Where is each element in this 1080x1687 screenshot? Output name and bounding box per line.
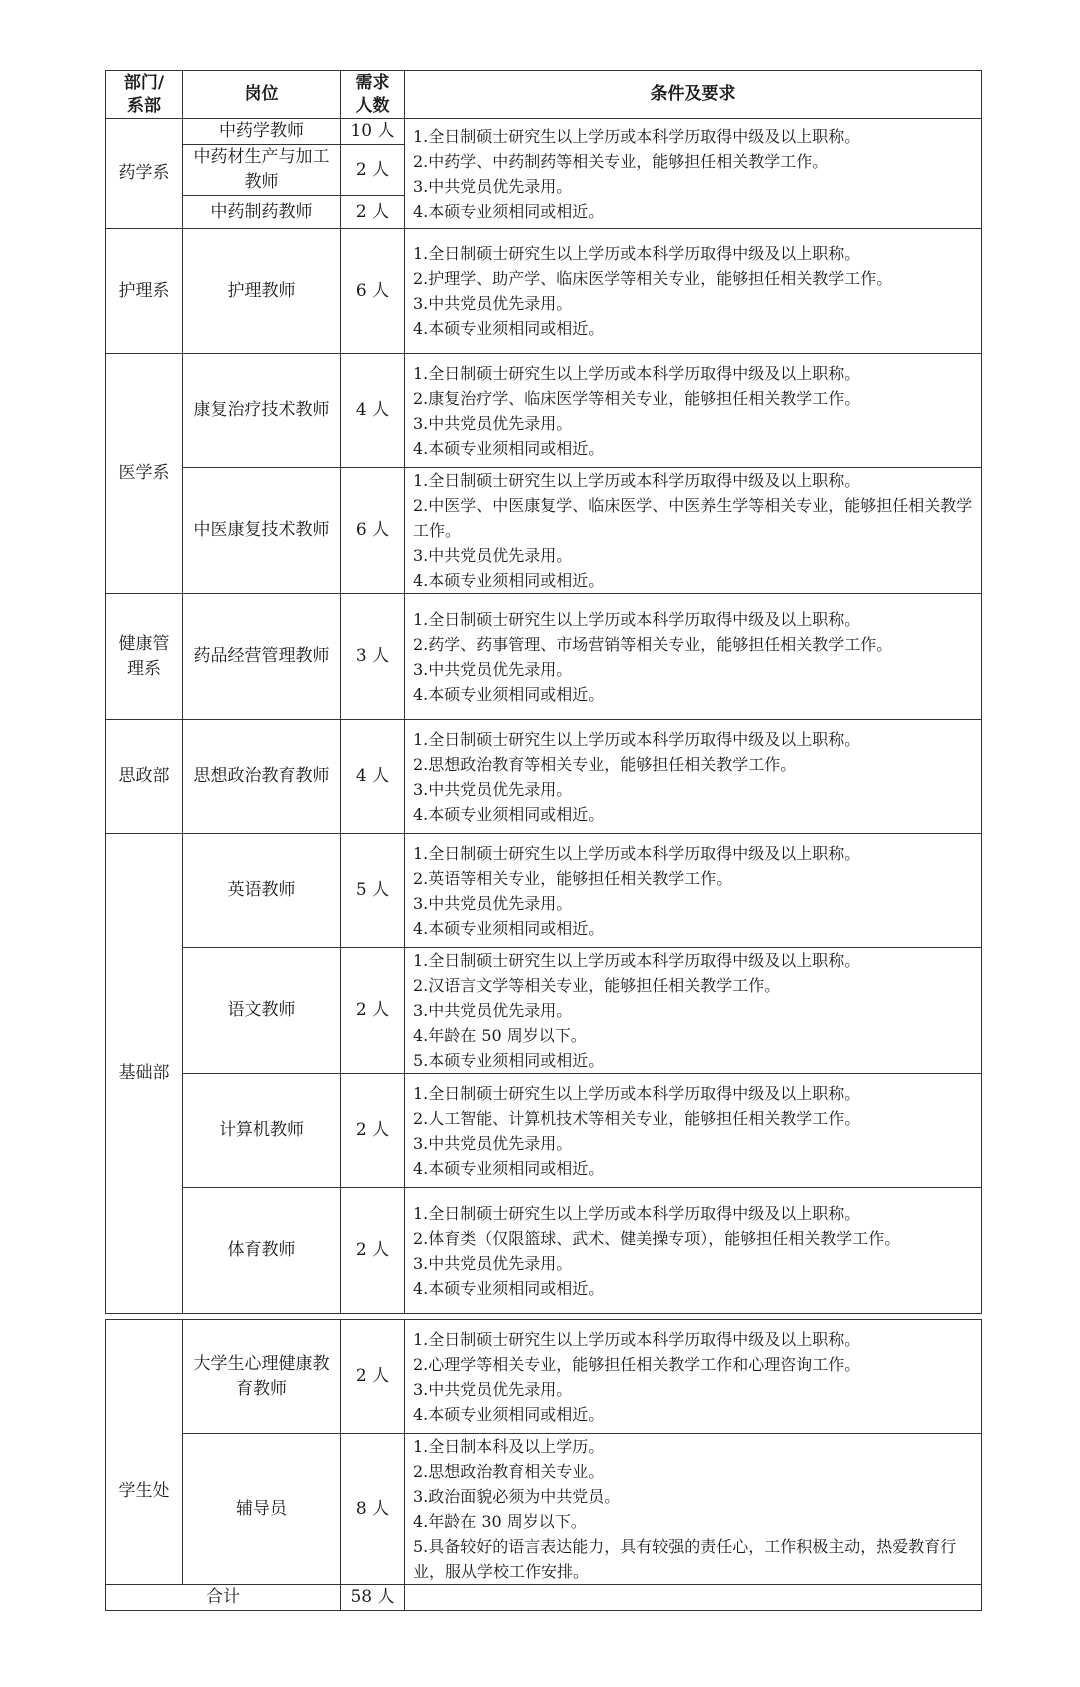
dept-cell: 护理系	[106, 229, 183, 354]
requirement-line: 2.中医学、中医康复学、临床医学、中医养生学等相关专业，能够担任相关教学工作。	[413, 496, 973, 540]
requirement-line: 3.中共党员优先录用。	[413, 779, 573, 799]
count-cell: 5 人	[341, 834, 405, 948]
header-dept: 部门/系部	[106, 71, 183, 119]
count-cell: 3 人	[341, 594, 405, 720]
post-cell: 英语教师	[183, 834, 341, 948]
total-row	[106, 1585, 982, 1611]
table-row	[106, 1320, 982, 1434]
requirement-line: 2.英语等相关专业，能够担任相关教学工作。	[413, 868, 733, 888]
requirement-line: 1.全日制硕士研究生以上学历或本科学历取得中级及以上职称。	[413, 126, 861, 146]
requirements-cell	[405, 594, 982, 720]
requirements-cell	[405, 1188, 982, 1314]
count-cell: 2 人	[341, 196, 405, 229]
requirements-cell	[405, 1434, 982, 1585]
requirement-line: 3.中共党员优先录用。	[413, 1379, 573, 1399]
requirement-line: 1.全日制硕士研究生以上学历或本科学历取得中级及以上职称。	[413, 471, 861, 490]
table-row	[106, 468, 982, 594]
count-cell: 4 人	[341, 354, 405, 468]
requirement-line: 2.心理学等相关专业，能够担任相关教学工作和心理咨询工作。	[413, 1354, 861, 1374]
requirement-line: 1.全日制硕士研究生以上学历或本科学历取得中级及以上职称。	[413, 1203, 861, 1223]
requirement-line: 1.全日制硕士研究生以上学历或本科学历取得中级及以上职称。	[413, 244, 861, 263]
post-cell: 药品经营管理教师	[183, 594, 341, 720]
post-cell: 中药材生产与加工教师	[183, 145, 341, 196]
requirement-line: 3.中共党员优先录用。	[413, 413, 573, 433]
requirement-line: 4.年龄在 50 周岁以下。	[413, 1026, 587, 1045]
count-cell: 8 人	[341, 1434, 405, 1585]
requirement-line: 1.全日制硕士研究生以上学历或本科学历取得中级及以上职称。	[413, 1329, 861, 1349]
header-count: 需求人数	[341, 71, 405, 119]
requirement-line: 2.中药学、中药制药等相关专业，能够担任相关教学工作。	[413, 151, 829, 171]
requirement-line: 2.体育类（仅限篮球、武术、健美操专项），能够担任相关教学工作。	[413, 1228, 901, 1248]
count-cell: 2 人	[341, 1320, 405, 1434]
requirement-line: 3.中共党员优先录用。	[413, 893, 573, 913]
count-cell: 6 人	[341, 229, 405, 354]
post-cell: 辅导员	[183, 1434, 341, 1585]
table-row	[106, 1434, 982, 1585]
table-row	[106, 948, 982, 1074]
post-cell: 康复治疗技术教师	[183, 354, 341, 468]
post-cell: 大学生心理健康教育教师	[183, 1320, 341, 1434]
total-count: 58 人	[341, 1585, 405, 1611]
requirement-line: 2.护理学、助产学、临床医学等相关专业，能够担任相关教学工作。	[413, 269, 893, 288]
requirement-line: 3.中共党员优先录用。	[413, 1133, 573, 1153]
requirement-line: 2.人工智能、计算机技术等相关专业，能够担任相关教学工作。	[413, 1108, 861, 1128]
count-cell: 10 人	[341, 119, 405, 145]
table-row	[106, 720, 982, 834]
requirement-line: 3.中共党员优先录用。	[413, 176, 573, 196]
requirements-cell	[405, 354, 982, 468]
count-cell: 2 人	[341, 145, 405, 196]
table-row	[106, 1074, 982, 1188]
dept-cell: 学生处	[106, 1320, 183, 1585]
requirements-cell	[405, 1320, 982, 1434]
dept-cell: 医学系	[106, 354, 183, 594]
post-cell: 思想政治教育教师	[183, 720, 341, 834]
dept-cell: 药学系	[106, 119, 183, 229]
requirements-cell	[405, 119, 982, 229]
requirement-line: 4.本硕专业须相同或相近。	[413, 1278, 605, 1298]
requirement-line: 3.中共党员优先录用。	[413, 1001, 573, 1020]
requirement-line: 5.具备较好的语言表达能力，具有较强的责任心，工作积极主动，热爱教育行业，服从学校工作安排。	[413, 1537, 957, 1581]
dept-cell: 健康管理系	[106, 594, 183, 720]
post-cell: 语文教师	[183, 948, 341, 1074]
post-cell: 中药学教师	[183, 119, 341, 145]
table-row	[106, 1188, 982, 1314]
requirement-line: 4.本硕专业须相同或相近。	[413, 1404, 605, 1424]
count-cell: 4 人	[341, 720, 405, 834]
requirement-line: 5.本硕专业须相同或相近。	[413, 1051, 605, 1070]
table-row	[106, 834, 982, 948]
total-empty-cell	[405, 1585, 982, 1611]
header-requirements: 条件及要求	[405, 71, 982, 119]
table-row	[106, 594, 982, 720]
requirement-line: 4.本硕专业须相同或相近。	[413, 1158, 605, 1178]
requirements-cell	[405, 834, 982, 948]
header-row	[106, 71, 982, 119]
requirement-line: 1.全日制硕士研究生以上学历或本科学历取得中级及以上职称。	[413, 843, 861, 863]
requirement-line: 4.本硕专业须相同或相近。	[413, 571, 605, 590]
requirement-line: 1.全日制本科及以上学历。	[413, 1437, 605, 1456]
requirement-line: 3.中共党员优先录用。	[413, 546, 573, 565]
requirements-cell	[405, 720, 982, 834]
table-row	[106, 354, 982, 468]
requirement-line: 4.年龄在 30 周岁以下。	[413, 1512, 587, 1531]
requirement-line: 2.药学、药事管理、市场营销等相关专业，能够担任相关教学工作。	[413, 634, 893, 654]
requirement-line: 3.中共党员优先录用。	[413, 659, 573, 679]
requirement-line: 2.汉语言文学等相关专业，能够担任相关教学工作。	[413, 976, 781, 995]
count-cell: 2 人	[341, 1188, 405, 1314]
requirement-line: 1.全日制硕士研究生以上学历或本科学历取得中级及以上职称。	[413, 951, 861, 970]
count-cell: 2 人	[341, 948, 405, 1074]
requirement-line: 2.康复治疗学、临床医学等相关专业，能够担任相关教学工作。	[413, 388, 861, 408]
count-cell: 6 人	[341, 468, 405, 594]
total-label: 合计	[106, 1585, 341, 1611]
header-post: 岗位	[183, 71, 341, 119]
requirement-line: 2.思想政治教育等相关专业，能够担任相关教学工作。	[413, 754, 797, 774]
requirement-line: 3.中共党员优先录用。	[413, 294, 573, 313]
dept-cell: 基础部	[106, 834, 183, 1314]
post-cell: 中医康复技术教师	[183, 468, 341, 594]
requirement-line: 1.全日制硕士研究生以上学历或本科学历取得中级及以上职称。	[413, 729, 861, 749]
table-row	[106, 119, 982, 145]
post-cell: 体育教师	[183, 1188, 341, 1314]
requirement-line: 4.本硕专业须相同或相近。	[413, 438, 605, 458]
requirement-line: 4.本硕专业须相同或相近。	[413, 684, 605, 704]
requirement-line: 1.全日制硕士研究生以上学历或本科学历取得中级及以上职称。	[413, 609, 861, 629]
requirement-line: 1.全日制硕士研究生以上学历或本科学历取得中级及以上职称。	[413, 1083, 861, 1103]
requirement-line: 2.思想政治教育相关专业。	[413, 1462, 605, 1481]
requirements-cell	[405, 468, 982, 594]
requirements-cell	[405, 1074, 982, 1188]
post-cell: 护理教师	[183, 229, 341, 354]
requirement-line: 4.本硕专业须相同或相近。	[413, 804, 605, 824]
recruitment-table	[105, 70, 982, 1611]
requirement-line: 4.本硕专业须相同或相近。	[413, 319, 605, 338]
requirement-line: 3.政治面貌必须为中共党员。	[413, 1487, 621, 1506]
dept-cell: 思政部	[106, 720, 183, 834]
count-cell: 2 人	[341, 1074, 405, 1188]
requirements-cell	[405, 229, 982, 354]
requirement-line: 4.本硕专业须相同或相近。	[413, 918, 605, 938]
table-row	[106, 229, 982, 354]
requirement-line: 1.全日制硕士研究生以上学历或本科学历取得中级及以上职称。	[413, 363, 861, 383]
post-cell: 中药制药教师	[183, 196, 341, 229]
post-cell: 计算机教师	[183, 1074, 341, 1188]
requirements-cell	[405, 948, 982, 1074]
requirement-line: 3.中共党员优先录用。	[413, 1253, 573, 1273]
requirement-line: 4.本硕专业须相同或相近。	[413, 201, 605, 221]
